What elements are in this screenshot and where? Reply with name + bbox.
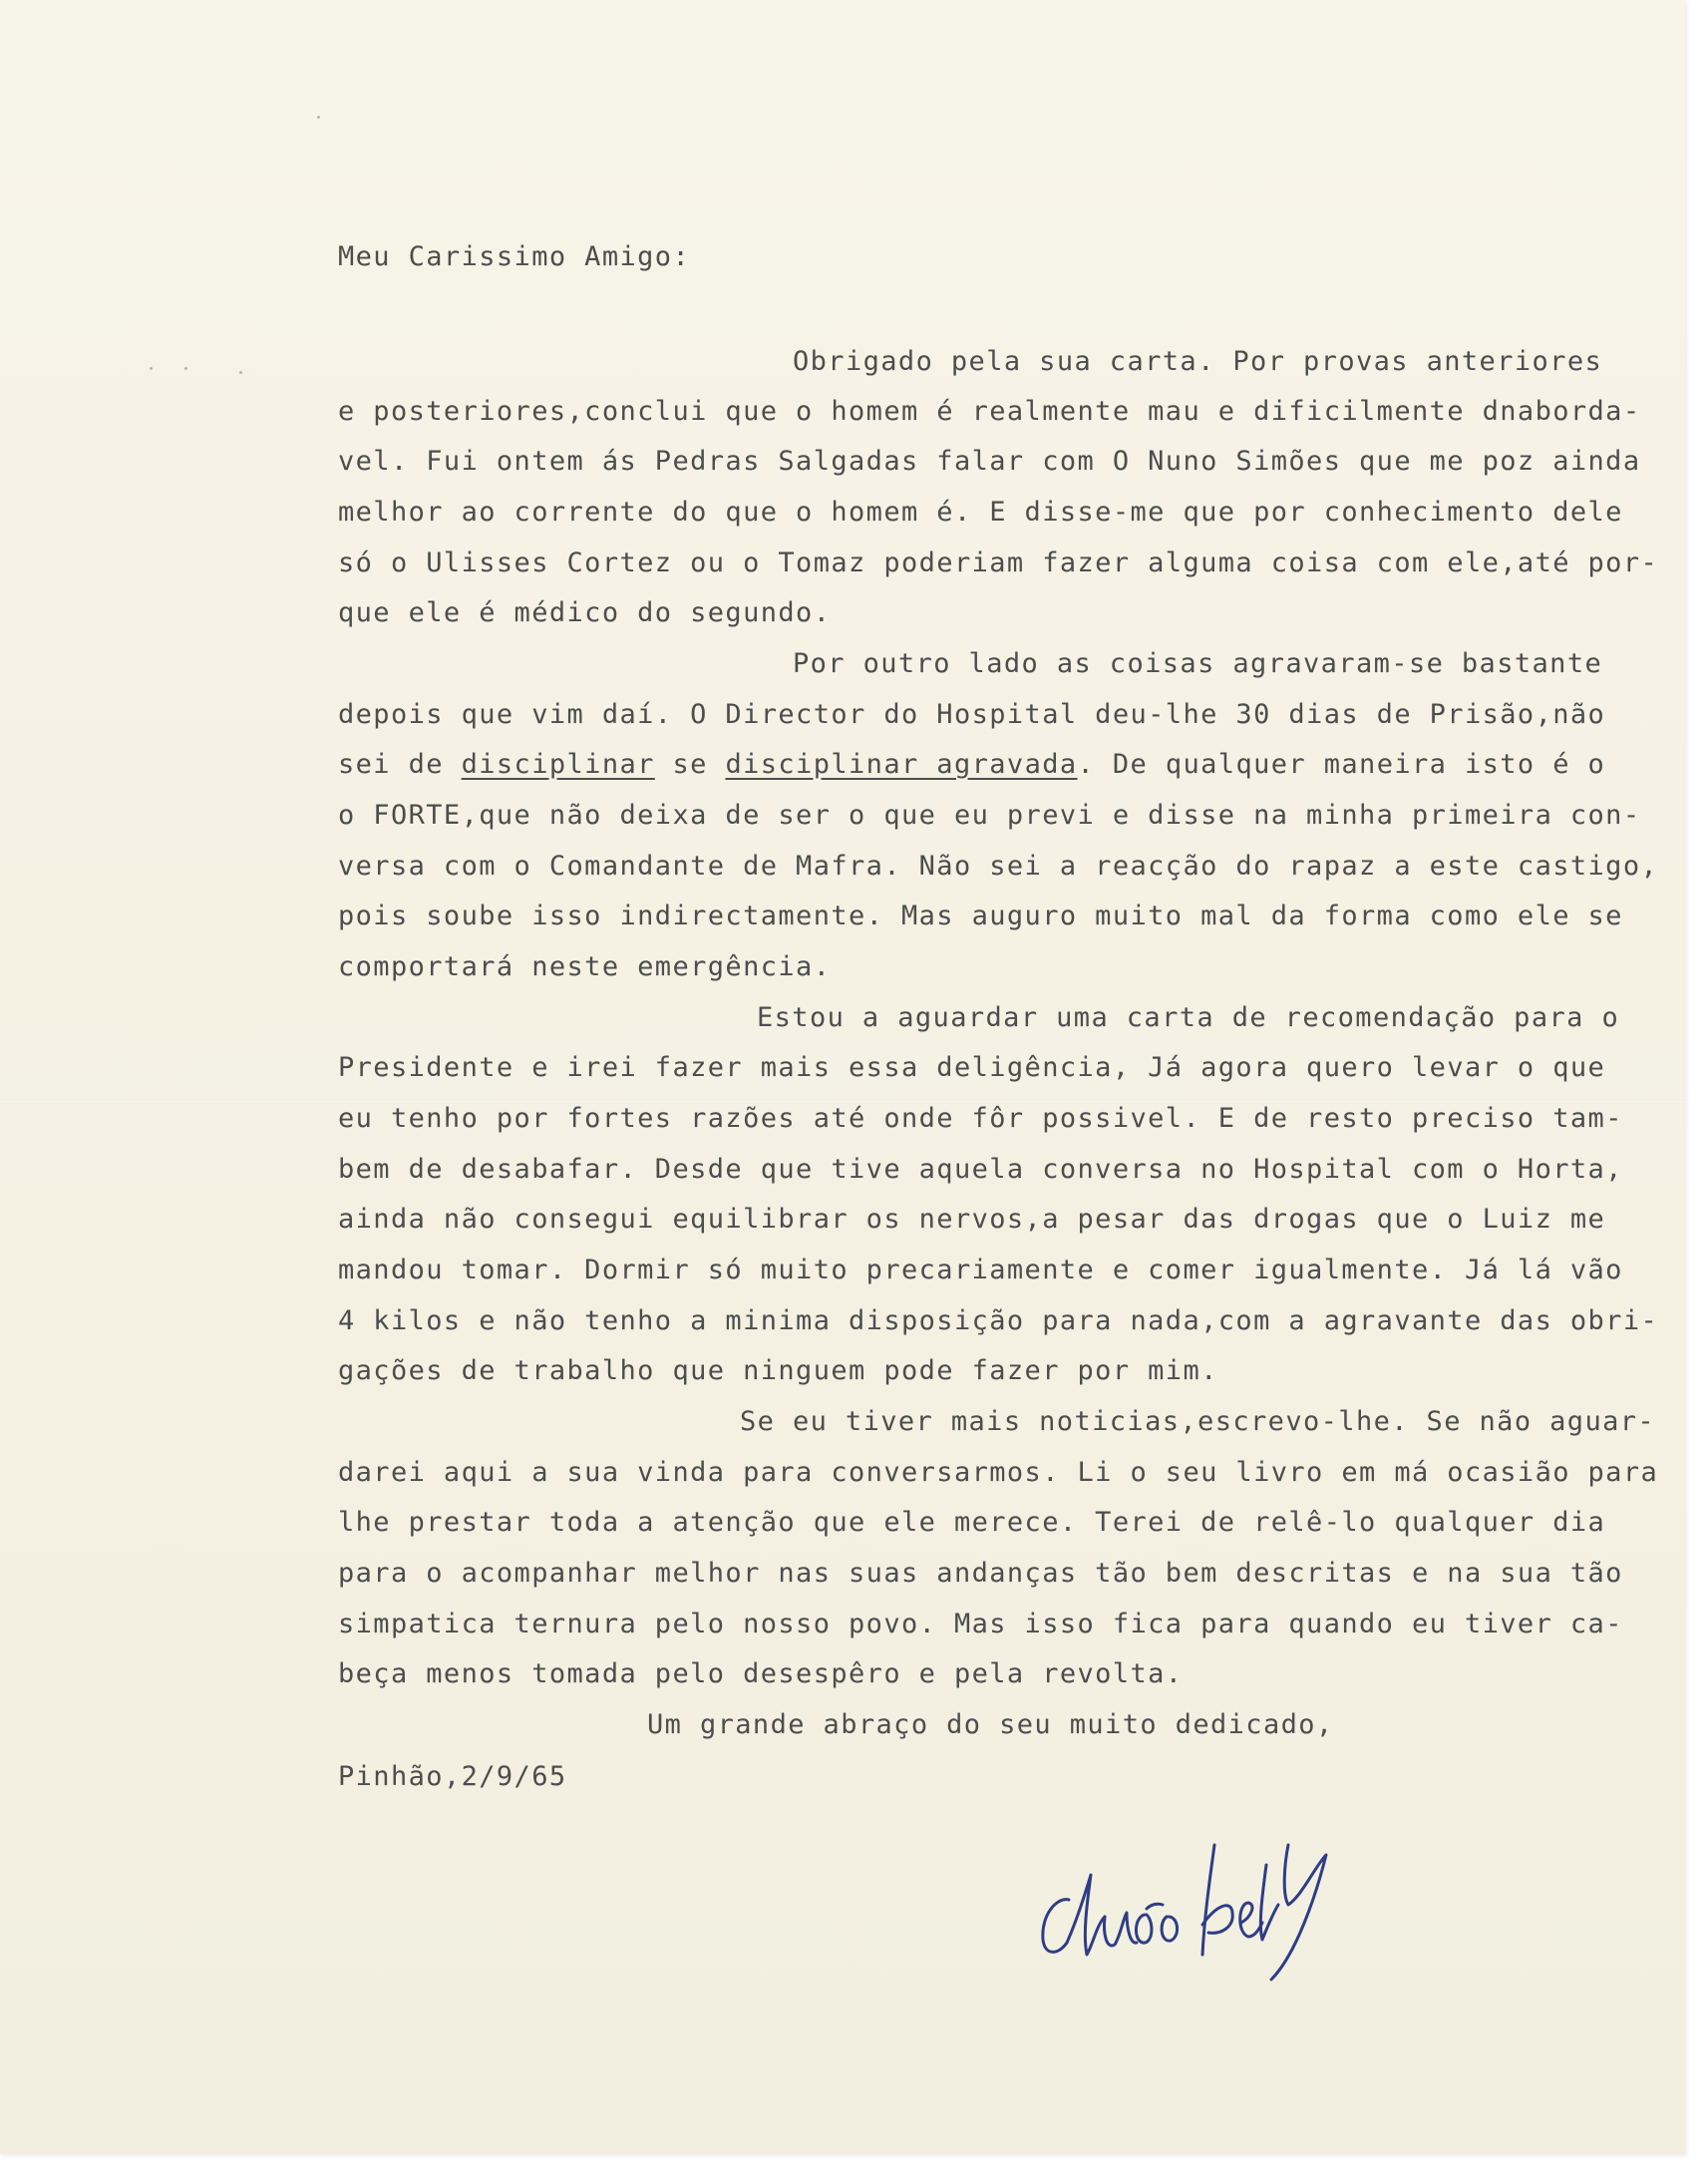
- paper-speck: [239, 371, 242, 374]
- text-line: para o acompanhar melhor nas suas andanças tão bem descritas e na sua tão: [338, 1558, 1623, 1589]
- text-line: comportará neste emergência.: [338, 951, 832, 982]
- place-date: Pinhão,2/9/65: [338, 1761, 567, 1792]
- text-line: lhe prestar toda a atenção que ele merece. Terei de relê-lo qualquer dia: [338, 1507, 1606, 1538]
- text-line: que ele é médico do segundo.: [338, 597, 832, 628]
- paper-speck: [184, 367, 187, 370]
- text-span: sei de: [338, 749, 462, 780]
- text-line: ainda não consegui equilibrar os nervos,a pesar das drogas que o Luiz me: [338, 1204, 1606, 1235]
- text-line: Se eu tiver mais noticias,escrevo-lhe. Se não aguar-: [740, 1406, 1656, 1437]
- text-line: versa com o Comandante de Mafra. Não sei a reacção do rapaz a este castigo,: [338, 851, 1659, 882]
- text-line: melhor ao corrente do que o homem é. E disse-me que por conhecimento dele: [338, 497, 1623, 528]
- handwritten-signature: [1027, 1805, 1346, 1985]
- text-line: gações de trabalho que ninguem pode fazer por mim.: [338, 1355, 1218, 1386]
- text-line: e posteriores,conclui que o homem é realmente mau e dificilmente dnaborda-: [338, 396, 1641, 427]
- text-line: pois soube isso indirectamente. Mas auguro muito mal da forma como ele se: [338, 901, 1623, 931]
- paper-speck: [317, 116, 320, 119]
- text-line: o FORTE,que não deixa de ser o que eu previ e disse na minha primeira con-: [338, 800, 1641, 831]
- text-line: depois que vim daí. O Director do Hospital deu-lhe 30 dias de Prisão,não: [338, 699, 1606, 730]
- underlined-phrase: disciplinar agravada: [725, 749, 1078, 780]
- text-line: simpatica ternura pelo nosso povo. Mas isso fica para quando eu tiver ca-: [338, 1609, 1623, 1639]
- paper-speck: [150, 367, 153, 370]
- text-line: mandou tomar. Dormir só muito precariamente e comer igualmente. Já lá vão: [338, 1255, 1623, 1285]
- text-line: vel. Fui ontem ás Pedras Salgadas falar com O Nuno Simões que me poz ainda: [338, 446, 1641, 477]
- text-span: se: [654, 749, 726, 780]
- text-line: Presidente e irei fazer mais essa deligência, Já agora quero levar o que: [338, 1052, 1606, 1083]
- text-line: Estou a aguardar uma carta de recomendação para o: [757, 1002, 1620, 1033]
- text-span: . De qualquer maneira isto é o: [1077, 749, 1606, 780]
- closing-line: Um grande abraço do seu muito dedicado,: [647, 1709, 1334, 1740]
- text-line: 4 kilos e não tenho a minima disposição para nada,com a agravante das obri-: [338, 1305, 1659, 1336]
- letter-body: [338, 0, 1659, 1792]
- text-line: só o Ulisses Cortez ou o Tomaz poderiam fazer alguma coisa com ele,até por-: [338, 547, 1659, 578]
- text-line: darei aqui a sua vinda para conversarmos. Li o seu livro em má ocasião para: [338, 1457, 1659, 1488]
- text-line: eu tenho por fortes razões até onde fôr possivel. E de resto preciso tam-: [338, 1103, 1623, 1134]
- text-line: Obrigado pela sua carta. Por provas anteriores: [793, 346, 1603, 377]
- salutation: Meu Carissimo Amigo:: [338, 241, 691, 272]
- text-line: beça menos tomada pelo desespêro e pela revolta.: [338, 1658, 1184, 1689]
- text-line-underlined: [338, 745, 1605, 785]
- underlined-word: disciplinar: [461, 749, 655, 780]
- text-line: bem de desabafar. Desde que tive aquela conversa no Hospital com o Horta,: [338, 1154, 1623, 1185]
- text-line: Por outro lado as coisas agravaram-se bastante: [793, 648, 1603, 679]
